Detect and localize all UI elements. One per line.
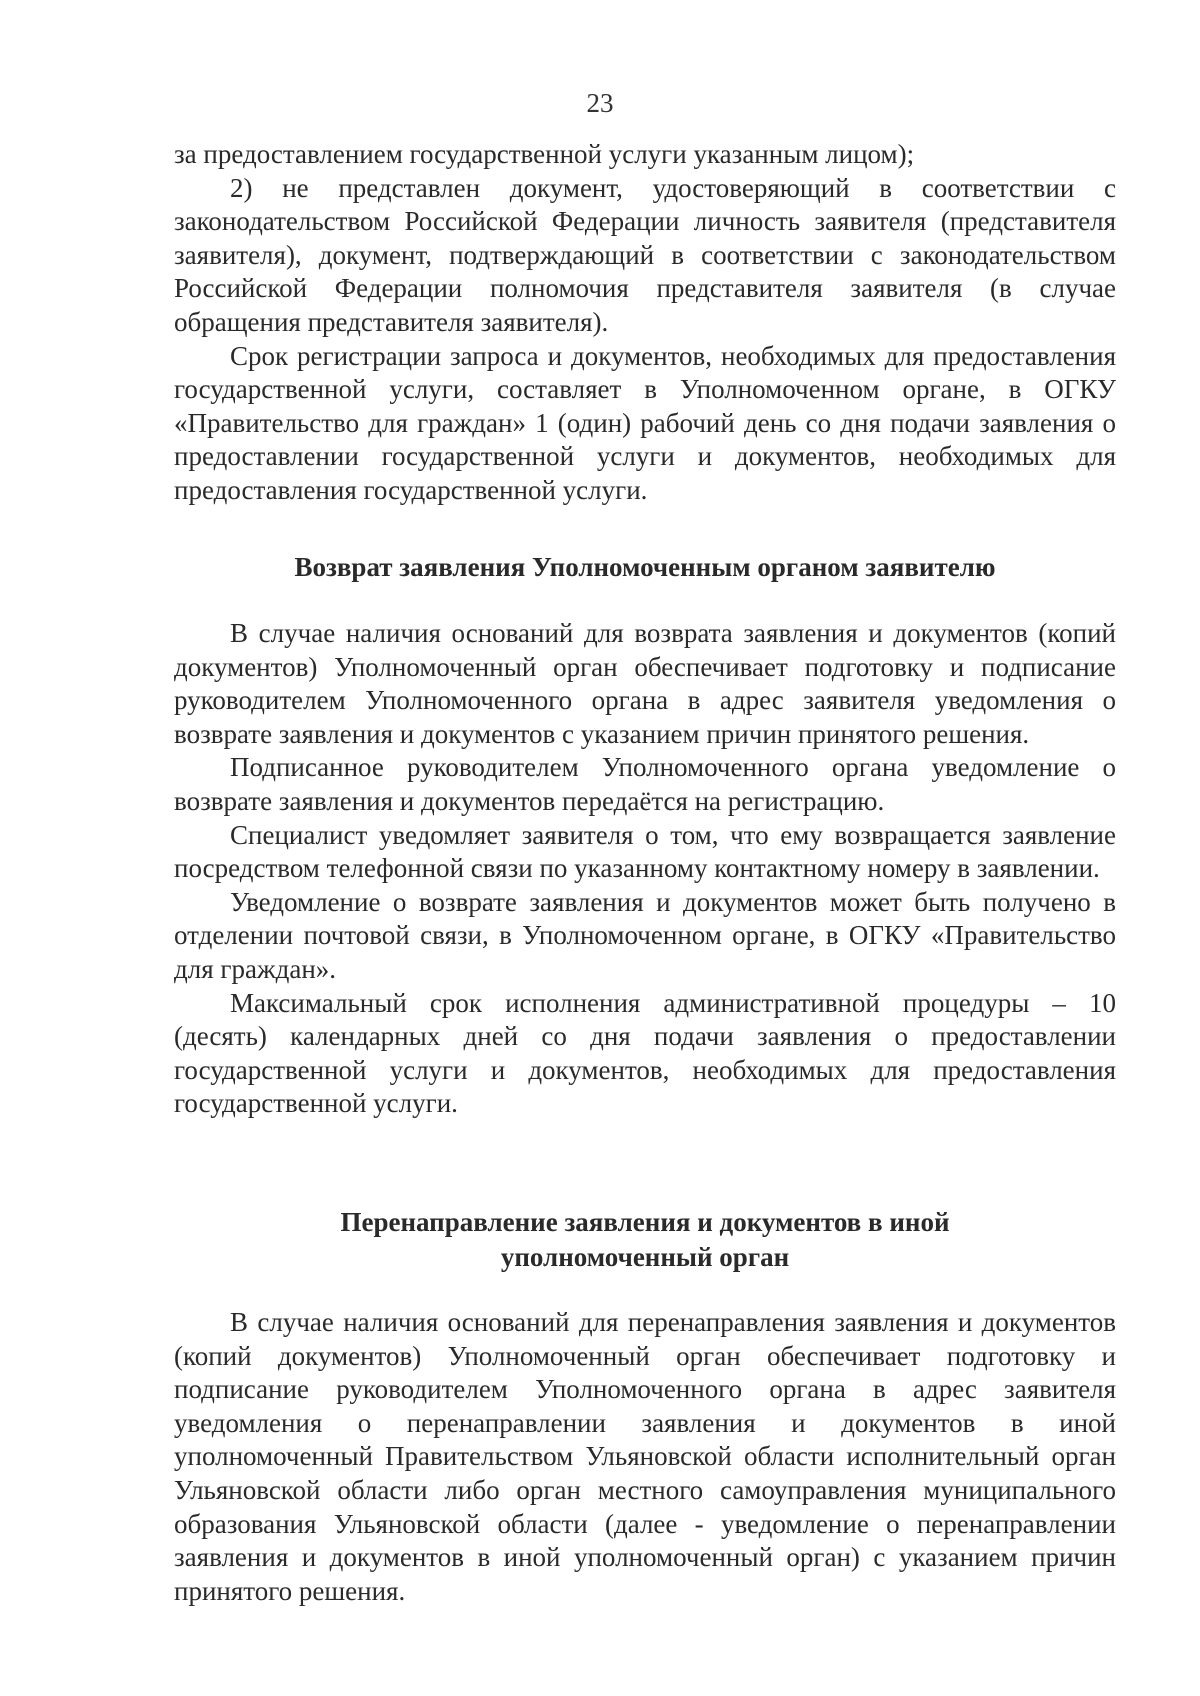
paragraph: за предоставлением государственной услуги указанным лицом); [174,139,915,169]
paragraph: В случае наличия оснований для возврата заявления и документов (копий документов) Уполномоченный орган обеспечивает подготовку и подписание руководителем Уполномоченного органа в адрес заявителя уведомления о возврате заявления и документов с указанием причин принятого решения. [174,618,1116,749]
section-redirect-text [174,1306,1116,1608]
paragraph: Уведомление о возврате заявления и документов может быть получено в отделении почтовой связи, в Уполномоченном органе, в ОГКУ «Правительство для граждан». [174,886,1116,984]
heading-text-line2: уполномоченный орган [500,1242,790,1272]
section-heading-redirect [174,1205,1116,1275]
paragraph: 2) не представлен документ, удостоверяющий в соответствии с законодательством Российской Федерации личность заявителя (представителя заявителя), документ, подтверждающий в соответствии с законодательством Российской Федерации полномочия представителя заявителя (в случае обращения представителя заявителя). [174,172,1116,337]
section-previous-text [174,138,1116,508]
paragraph: Специалист уведомляет заявителя о том, что ему возвращается заявление посредством телефонной связи по указанному контактному номеру в заявлении. [174,819,1116,884]
paragraph: Максимальный срок исполнения административной процедуры – 10 (десять) календарных дней со дня подачи заявления о предоставлении государственной услуги и документов, необходимых для предоставления государственной услуги. [174,987,1116,1119]
page-number: 23 [586,88,614,118]
section-heading-return [174,550,1116,585]
section-return-text [174,617,1116,1121]
paragraph: В случае наличия оснований для перенаправления заявления и документов (копий документов) Уполномоченный орган обеспечивает подготовку и подписание руководителем Уполномоченного органа в адрес заявителя уведомления о перенаправлении заявления и документов в иной уполномоченный Правительством Ульяновской области исполнительный орган Ульяновской области либо орган местного самоуправления муниципального образования Ульяновской области (далее - уведомление о перенаправлении заявления и документов в иной уполномоченный орган) с указанием причин принятого решения. [174,1307,1116,1606]
heading-text-line1: Перенаправление заявления и документов в иной [340,1207,950,1237]
paragraph: Подписанное руководителем Уполномоченного органа уведомление о возврате заявления и документов передаётся на регистрацию. [174,752,1116,816]
heading-text: Возврат заявления Уполномоченным органом заявителю [294,552,996,582]
paragraph: Срок регистрации запроса и документов, необходимых для предоставления государственной услуги, составляет в Уполномоченном органе, в ОГКУ «Правительство для граждан» 1 (один) рабочий день со дня подачи заявления о предоставлении государственной услуги и документов, необходимых для предоставления государственной услуги. [174,340,1116,505]
